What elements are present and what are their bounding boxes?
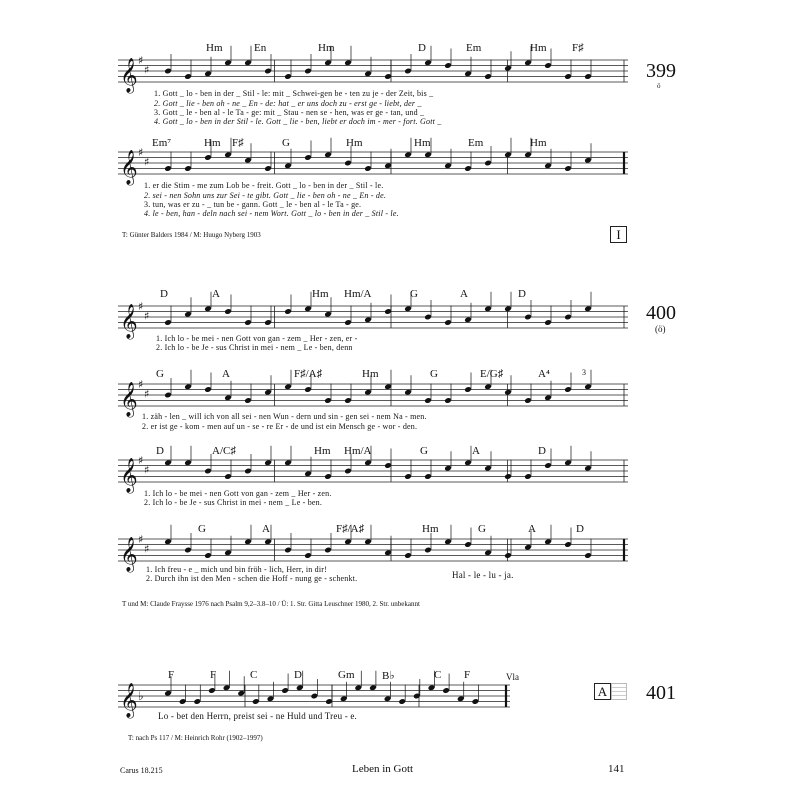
sharp-icon: ♯: [138, 54, 144, 67]
chord: E/G♯: [480, 368, 504, 380]
lyric-line: 1. Ich lo - be mei - nen Gott von gan - zem _ Her - zen.: [144, 489, 332, 498]
song-number-sub: (ö): [655, 324, 666, 334]
sharp-icon: ♯: [138, 300, 144, 313]
treble-clef-icon: 𝄞: [120, 458, 138, 493]
sharp-icon: ♯: [144, 155, 150, 169]
treble-clef-icon: 𝄞: [120, 382, 138, 417]
chord: Hm/A: [344, 288, 372, 300]
sharp-icon: ♯: [144, 309, 150, 323]
lyric-line: 4. Gott _ lo - ben in der Stil - le. Gott _ lie - ben, liebt er doch im - mer - fort. Gott _: [154, 117, 442, 126]
lyric-line: 2. Durch ihn ist den Men - schen die Hoff - nung ge - schenkt.: [146, 574, 358, 583]
lyric-line: 3. Gott _ le - ben al - le Ta - ge: mit _ Stau - nen se - hen, was er ge - tan, und _: [154, 108, 425, 117]
chord: Em⁷: [152, 137, 172, 149]
chord: G: [156, 368, 164, 380]
chord: G: [420, 445, 428, 457]
lyric-line: 2. Gott _ lie - ben oh - ne _ En - de: hat _ er uns doch zu - erst ge - liebt, der _: [154, 99, 422, 108]
sharp-icon: ♯: [144, 542, 150, 556]
chord: F♯/A♯: [336, 523, 365, 535]
lyric-line: 2. sei - nen Sohn uns zur Sei - te gibt. Gott _ lie - ben oh - ne _ En - de.: [144, 191, 387, 200]
credit-line: T: Günter Balders 1984 / M: Huugo Nyberg 1903: [122, 231, 261, 239]
lyric-line: 1. er die Stim - me zum Lob be - freit. Gott _ lo - ben in der _ Stil - le.: [144, 181, 384, 190]
treble-clef-icon: 𝄞: [120, 150, 138, 185]
category-box: I: [610, 226, 627, 243]
lyric-line: 1. zäh - len _ will ich von all sei - nen Wun - dern und sin - gen sei - nem Na - men.: [142, 412, 427, 421]
song-number: 401: [646, 682, 676, 704]
chord: Hm: [318, 42, 335, 54]
chord: G: [282, 137, 290, 149]
chord: Hm: [414, 137, 431, 149]
chord: A: [528, 523, 536, 535]
chord: D: [576, 523, 584, 535]
chord: D: [294, 669, 302, 681]
chord: 3: [582, 368, 586, 377]
lyric-line-refrain: Hal - le - lu - ja.: [452, 570, 514, 580]
chord: A: [460, 288, 468, 300]
lyric-line: 3. tun, was er zu - _ tun be - gann. Gott _ le - ben al - le Ta - ge.: [144, 200, 362, 209]
chord: Hm: [346, 137, 363, 149]
treble-clef-icon: 𝄞: [120, 683, 138, 718]
footer-title: Leben in Gott: [352, 763, 414, 775]
chord: C: [250, 669, 258, 681]
chord: Em: [466, 42, 482, 54]
chord: A: [212, 288, 220, 300]
sharp-icon: ♯: [144, 387, 150, 401]
chord: A: [222, 368, 230, 380]
chord: G: [430, 368, 438, 380]
lyric-line: 2. Ich lo - be Je - sus Christ in mei - nem _ Le - ben, denn: [156, 343, 353, 352]
chord: Gm: [338, 669, 355, 681]
lyric-line: 1. Ich freu - e _ mich und bin fröh - lich, Herr, in dir!: [146, 565, 328, 574]
credit-line: T: nach Ps 117 / M: Heinrich Rohr (1902–1997): [128, 734, 263, 742]
chord: Hm: [206, 42, 223, 54]
chord: F♯: [572, 42, 584, 54]
sharp-icon: ♯: [138, 454, 144, 467]
chord: A: [472, 445, 480, 457]
chord: F: [210, 669, 217, 681]
chord: G: [410, 288, 418, 300]
chord: G: [478, 523, 486, 535]
footer-left: Carus 18.215: [120, 766, 163, 775]
variant-label: Vla: [506, 672, 519, 682]
song-number: 399: [646, 60, 676, 82]
category-box: A: [594, 683, 611, 700]
chord: Hm: [422, 523, 439, 535]
treble-clef-icon: 𝄞: [120, 537, 138, 572]
chord: F: [168, 669, 175, 681]
lyric-line: 2. er ist ge - kom - men auf un - se - re Er - de und ist ein Mensch ge - wor - den.: [142, 422, 418, 431]
treble-clef-icon: 𝄞: [120, 304, 138, 339]
chord: Em: [468, 137, 484, 149]
chord: G: [198, 523, 206, 535]
song-number: 400: [646, 302, 676, 324]
sharp-icon: ♯: [138, 378, 144, 391]
chord: A/C♯: [212, 445, 236, 457]
song-number-sub: ö: [657, 82, 661, 90]
chord: Hm/A: [344, 445, 372, 457]
chord: Hm: [530, 137, 547, 149]
flat-icon: ♭: [138, 689, 144, 703]
chord: Hm: [312, 288, 329, 300]
credit-line: T und M: Claude Fraysse 1976 nach Psalm 9,2–3.8–10 / Ü: 1. Str. Gitta Leuschner 1980, 2. Str. unbekannt: [122, 600, 420, 608]
lyric-line: 1. Gott _ lo - ben in der _ Stil - le: mit _ Schwei-gen be - ten zu je - der Zeit, bis _: [154, 89, 434, 98]
chord: F♯: [232, 137, 244, 149]
chord: D: [156, 445, 164, 457]
lyric-line: 1. Ich lo - be mei - nen Gott von gan - zem _ Her - zen, er -: [156, 334, 358, 343]
chord: D: [538, 445, 546, 457]
chord: D: [418, 42, 426, 54]
chord: A: [262, 523, 270, 535]
box-placeholder: [611, 683, 627, 700]
chord: Hm: [362, 368, 379, 380]
sharp-icon: ♯: [144, 463, 150, 477]
chord: C: [434, 669, 442, 681]
chord: F: [464, 669, 471, 681]
chord: A⁴: [538, 368, 550, 380]
lyric-line: 4. le - ben, han - deln nach sei - nem Wort. Gott _ lo - ben in der _ Stil - le.: [144, 209, 399, 218]
chord: Hm: [530, 42, 547, 54]
page-number: 141: [608, 763, 625, 775]
chord: Hm: [314, 445, 331, 457]
chord: Hm: [204, 137, 221, 149]
lyric-line: Lo - bet den Herrn, preist sei - ne Huld und Treu - e.: [158, 711, 358, 721]
sharp-icon: ♯: [138, 146, 144, 159]
chord: D: [518, 288, 526, 300]
chord: F♯/A♯: [294, 368, 323, 380]
chord: B♭: [382, 670, 395, 682]
treble-clef-icon: 𝄞: [120, 58, 138, 93]
lyric-line: 2. Ich lo - be Je - sus Christ in mei - nem _ Le - ben.: [144, 498, 323, 507]
sharp-icon: ♯: [144, 63, 150, 77]
chord: En: [254, 42, 267, 54]
chord: D: [160, 288, 168, 300]
sharp-icon: ♯: [138, 533, 144, 546]
